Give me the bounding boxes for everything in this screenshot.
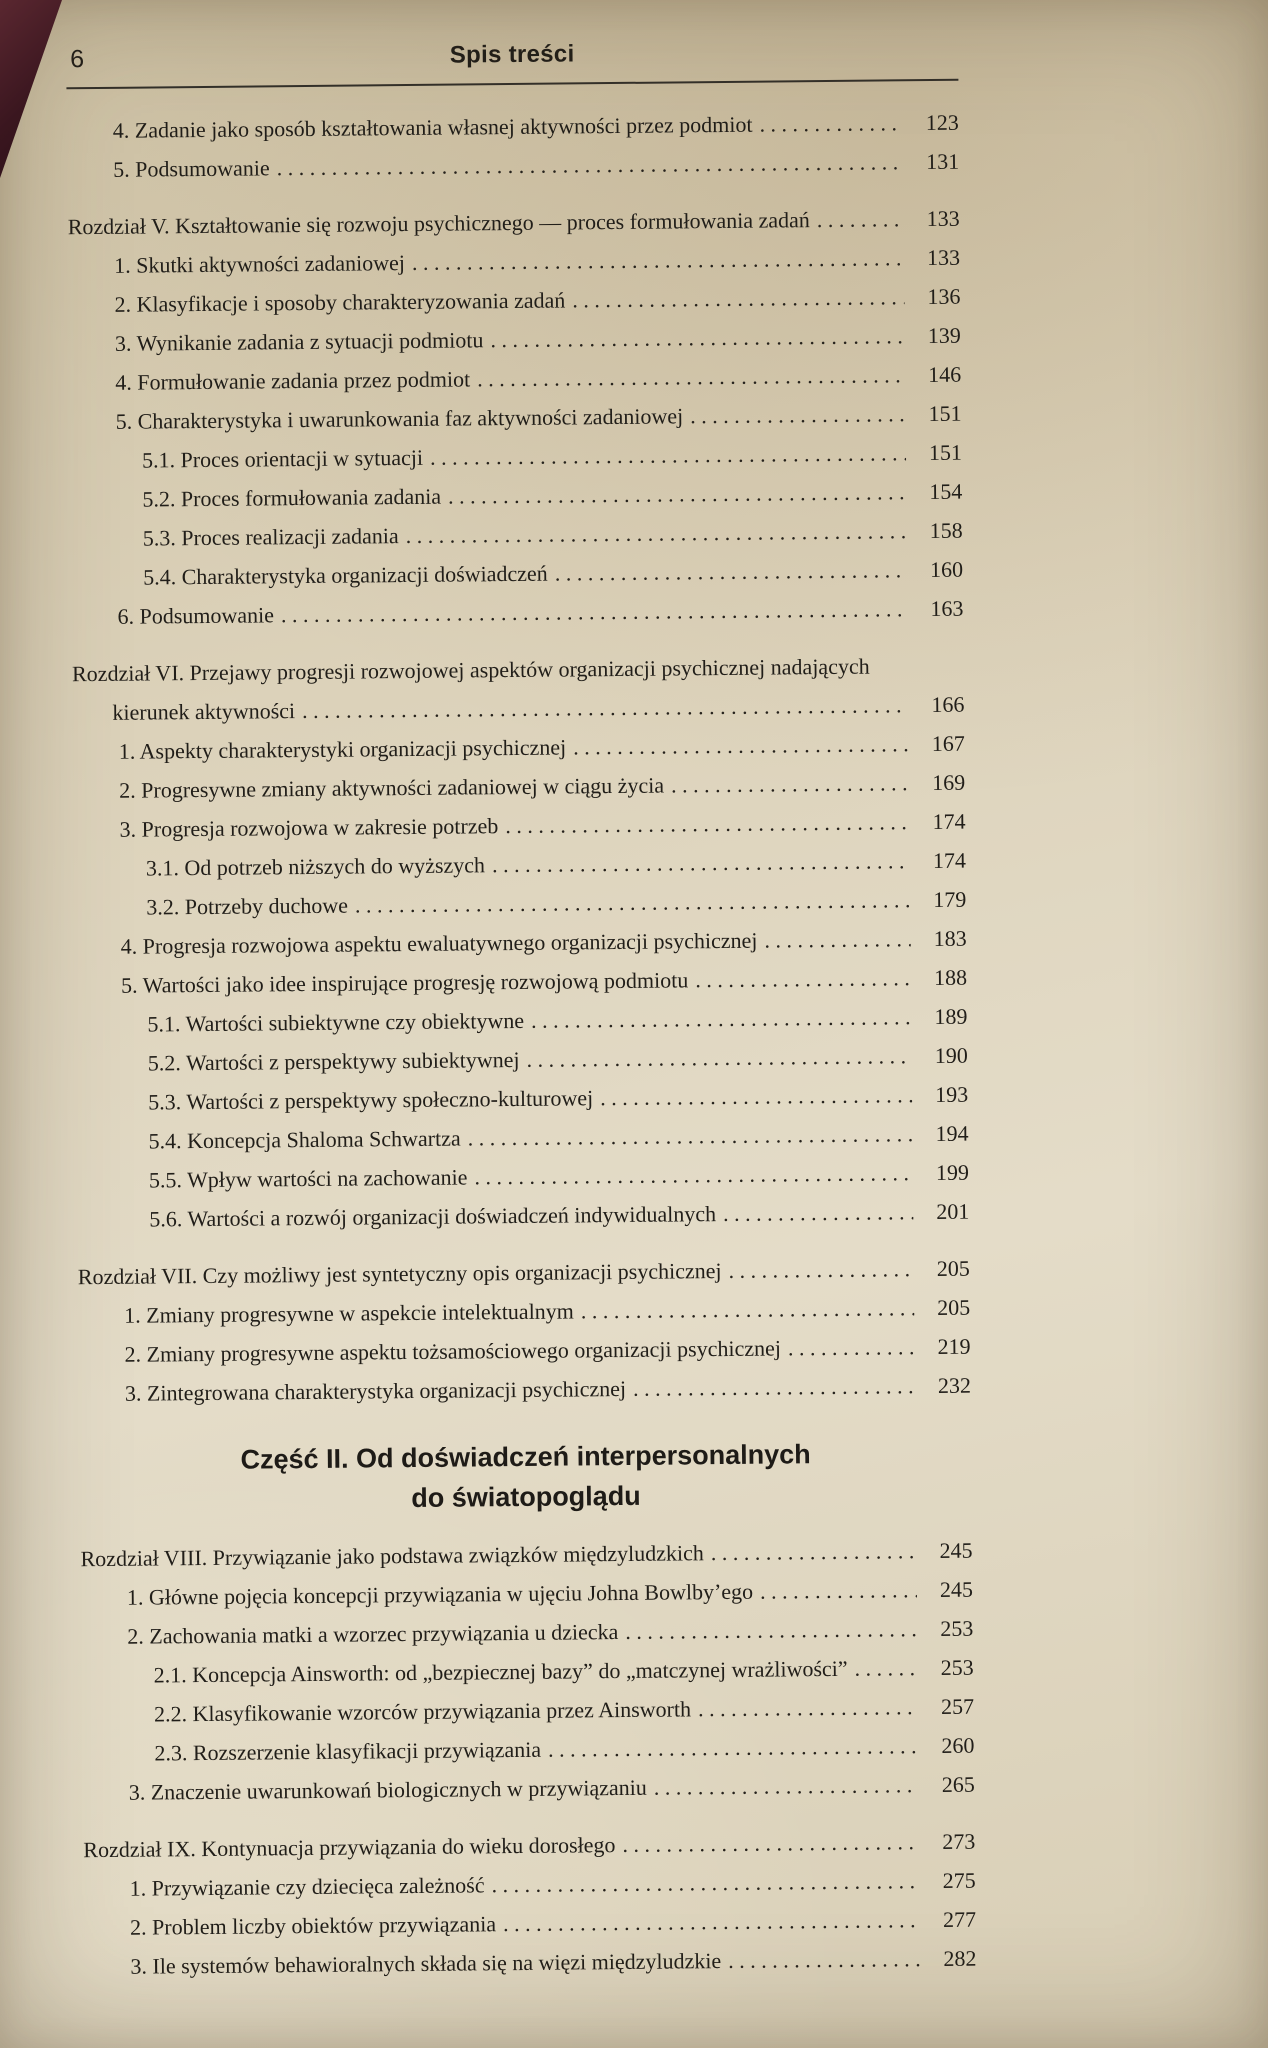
dot-leader: [355, 880, 911, 924]
entry-page: 131: [926, 148, 960, 175]
entry-title: 5.3. Wartości z perspektywy społeczno-kulturowej: [148, 1085, 594, 1115]
entry-page: 151: [928, 400, 962, 427]
dot-leader: [490, 316, 905, 359]
dot-leader: [654, 1765, 919, 1807]
entry-page: 253: [940, 1654, 974, 1680]
entry-title: 1. Skutki aktywności zadaniowej: [114, 250, 406, 278]
entry-title: 5. Wartości jako idee inspirujące progresję rozwojową podmiotu: [120, 967, 689, 998]
entry-page: 163: [930, 595, 964, 622]
entry-page: 205: [937, 1294, 971, 1320]
dot-leader: [723, 1192, 914, 1233]
entry-title: 3. Progresja rozwojowa w zakresie potrzeb: [119, 813, 499, 842]
toc-block: [72, 646, 970, 1240]
entry-page: 136: [927, 283, 961, 310]
entry-page: 139: [927, 322, 961, 349]
entry-title: 2. Klasyfikacje i sposoby charakteryzowania zadań: [114, 287, 566, 317]
page-number: 6: [70, 45, 85, 74]
entry-title: 2. Zachowania matki a wzorzec przywiązania u dziecka: [127, 1619, 619, 1649]
dot-leader: [695, 958, 911, 999]
entry-title: 6. Podsumowanie: [117, 602, 275, 629]
entry-page: 193: [935, 1081, 969, 1107]
toc-block: [67, 103, 960, 190]
dot-leader: [817, 199, 904, 239]
dot-leader: [572, 277, 905, 319]
entry-title: 3. Ile systemów behawioralnych składa się na więzi międzyludzkie: [130, 1948, 722, 1979]
entry-page: 174: [932, 847, 967, 873]
entry-title: 3.1. Od potrzeb niższych do wyższych: [145, 852, 486, 881]
dot-leader: [671, 763, 909, 804]
dot-leader: [430, 433, 906, 477]
part-heading-line: do światopoglądu: [411, 1480, 641, 1514]
entry-title: 5. Charakterystyka i uwarunkowania faz aktywności zadaniowej: [115, 403, 684, 434]
entry-title: Rozdział IX. Kontynuacja przywiązania do wieku dorosłego: [83, 1832, 616, 1863]
entry-page: 167: [931, 730, 965, 757]
entry-page: 253: [940, 1615, 974, 1641]
entry-page: 201: [936, 1198, 970, 1224]
entry-title: 1. Główne pojęcia koncepcji przywiązania w ujęciu Johna Bowlby’ego: [126, 1578, 754, 1610]
dot-leader: [760, 1570, 917, 1611]
dot-leader: [548, 1726, 919, 1769]
entry-title: 4. Progresja rozwojowa aspektu ewaluatywnego organizacji psychicznej: [120, 927, 758, 959]
entry-title: Rozdział VII. Czy możliwy jest syntetyczny opis organizacji psychicznej: [77, 1258, 722, 1290]
entry-page: 154: [929, 478, 963, 505]
entry-title: 5.1. Wartości subiektywne czy obiektywne: [147, 1007, 525, 1037]
entry-title: 1. Zmiany progresywne w aspekcie intelektualnym: [124, 1298, 574, 1328]
dot-leader: [503, 1900, 920, 1943]
entry-title: 2.1. Koncepcja Ainsworth: od „bezpiecznej bazy” do „matczynej wrażliwości”: [153, 1655, 848, 1688]
toc-entry: [83, 1765, 975, 1813]
toc-block: [83, 1822, 976, 1987]
toc-entry: [84, 1939, 976, 1987]
dot-leader: [625, 1609, 917, 1651]
book-cover-corner: [0, 0, 62, 178]
dot-leader: [622, 1822, 919, 1864]
entry-page: 146: [928, 361, 962, 388]
entry-page: 189: [934, 1003, 968, 1029]
entry-page: 245: [939, 1537, 973, 1563]
dot-leader: [764, 919, 911, 959]
entry-title: 2. Zmiany progresywne aspektu tożsamościowego organizacji psychicznej: [124, 1335, 782, 1367]
dot-leader: [492, 841, 910, 884]
entry-title: 4. Zadanie jako sposób kształtowania własnej aktywności przez podmiot: [112, 111, 753, 143]
dot-leader: [531, 997, 912, 1040]
entry-title: 2. Problem liczby obiektów przywiązania: [129, 1911, 497, 1940]
entry-title: 5.2. Proces formułowania zadania: [142, 483, 442, 512]
entry-page: 123: [925, 109, 959, 136]
entry-title: 5.4. Charakterystyka organizacji doświadczeń: [143, 560, 548, 590]
entry-title: kierunek aktywności: [112, 698, 296, 725]
entry-title: 5.1. Proces orientacji w sytuacji: [141, 444, 424, 473]
entry-page: 245: [939, 1576, 974, 1602]
dot-leader: [474, 1153, 913, 1196]
page-title: Spis treści: [449, 40, 575, 69]
entry-page: 169: [932, 769, 966, 796]
entry-title: 5.6. Wartości a rozwój organizacji doświadczeń indywidualnych: [149, 1201, 717, 1232]
entry-title: 5.3. Proces realizacji zadania: [142, 523, 399, 551]
dot-leader: [698, 1687, 918, 1728]
toc-entry: [79, 1366, 971, 1414]
toc-entry: [71, 589, 963, 637]
entry-page: 199: [935, 1159, 970, 1185]
dot-leader: [728, 1249, 914, 1290]
entry-page: 265: [941, 1771, 975, 1797]
entry-page: 260: [941, 1732, 975, 1758]
page-content: [66, 36, 977, 1986]
entry-page: 275: [942, 1867, 976, 1893]
dot-leader: [405, 511, 906, 555]
dot-leader: [276, 142, 903, 187]
part-heading: [79, 1433, 972, 1522]
toc-block: [68, 199, 964, 637]
dot-leader: [759, 103, 903, 143]
dot-leader: [302, 685, 909, 730]
entry-page: 151: [928, 439, 963, 466]
dot-leader: [633, 1366, 915, 1408]
entry-page: 190: [934, 1042, 968, 1068]
dot-leader: [788, 1327, 915, 1367]
entry-page: 188: [933, 964, 968, 990]
toc-entry: [77, 1192, 969, 1240]
dot-leader: [581, 1288, 915, 1330]
dot-leader: [281, 589, 908, 634]
entry-page: 179: [933, 886, 967, 912]
part-heading-line: Część II. Od doświadczeń interpersonalnych: [240, 1439, 811, 1475]
entry-page: 160: [929, 556, 964, 583]
dot-leader: [448, 472, 907, 515]
entry-title: 5.2. Wartości z perspektywy subiektywnej: [147, 1046, 520, 1076]
entry-title: 3.2. Potrzeby duchowe: [146, 892, 349, 920]
entry-title: 3. Wynikanie zadania z sytuacji podmiotu: [114, 327, 484, 356]
entry-title: 2. Progresywne zmiany aktywności zadaniowej w ciągu życia: [119, 772, 665, 803]
entry-title: 2.2. Klasyfikowanie wzorców przywiązania przez Ainsworth: [153, 1696, 692, 1727]
dot-leader: [690, 394, 906, 435]
entry-title: 5.4. Koncepcja Shaloma Schwartza: [148, 1125, 461, 1154]
entry-title: 2.3. Rozszerzenie klasyfikacji przywiązania: [154, 1736, 542, 1766]
entry-page: 232: [937, 1372, 972, 1398]
entry-page: 133: [926, 244, 961, 271]
toc-block: [78, 1249, 971, 1414]
entry-page: 205: [936, 1255, 970, 1281]
entry-title: 3. Znaczenie uwarunkowań biologicznych w przywiązaniu: [128, 1774, 647, 1805]
entry-page: 273: [942, 1828, 976, 1854]
entry-page: 183: [933, 925, 967, 951]
entry-page: 277: [942, 1906, 977, 1932]
toc-entry: [67, 142, 959, 190]
entry-page: 257: [940, 1693, 975, 1719]
toc-list: [67, 103, 977, 1986]
entry-title: 1. Aspekty charakterystyki organizacji psychicznej: [118, 734, 567, 764]
entry-title: Rozdział VI. Przejawy progresji rozwojowej aspektów organizacji psychicznej nadających: [71, 653, 870, 687]
dot-leader: [728, 1939, 921, 1980]
entry-page: 194: [935, 1120, 969, 1146]
dot-leader: [526, 1036, 912, 1079]
dot-leader: [854, 1648, 917, 1688]
entry-page: 133: [926, 205, 960, 232]
entry-page: 219: [937, 1333, 971, 1359]
dot-leader: [573, 724, 909, 766]
entry-title: 3. Zintegrowana charakterystyka organizacji psychicznej: [124, 1375, 627, 1406]
dot-leader: [711, 1531, 917, 1572]
entry-title: 5.5. Wpływ wartości na zachowanie: [148, 1164, 468, 1193]
entry-title: 1. Przywiązanie czy dziecięca zależność: [129, 1872, 485, 1901]
entry-page: 282: [943, 1945, 977, 1971]
entry-title: 4. Formułowanie zadania przez podmiot: [115, 366, 471, 395]
dot-leader: [600, 1075, 912, 1117]
entry-title: 5. Podsumowanie: [113, 155, 270, 182]
dot-leader: [555, 550, 908, 592]
dot-leader: [477, 355, 905, 398]
dot-leader: [505, 802, 910, 845]
entry-page: 158: [929, 517, 963, 544]
page-header: [66, 36, 958, 90]
entry-page: 166: [931, 691, 965, 718]
dot-leader: [468, 1114, 913, 1157]
dot-leader: [491, 1861, 920, 1904]
toc-block: [80, 1531, 975, 1813]
entry-page: 174: [932, 808, 966, 834]
dot-leader: [412, 238, 905, 282]
entry-title: Rozdział V. Kształtowanie się rozwoju psychicznego — proces formułowania zadań: [67, 207, 810, 240]
entry-title: Rozdział VIII. Przywiązanie jako podstawa związków międzyludzkich: [80, 1540, 704, 1572]
